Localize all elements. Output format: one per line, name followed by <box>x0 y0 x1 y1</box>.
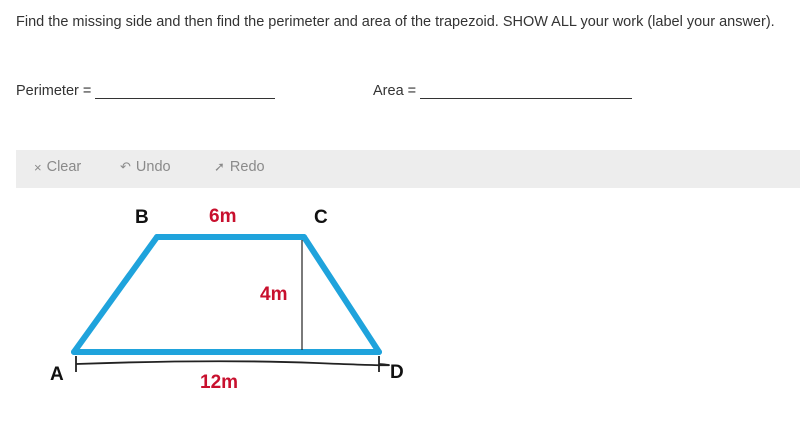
perimeter-answer <box>16 82 275 99</box>
area-answer <box>373 82 632 99</box>
undo-icon: ↶ <box>120 159 131 174</box>
area-blank <box>420 82 632 99</box>
vertex-label-b: B <box>135 207 149 228</box>
redo-icon: ➚ <box>214 159 225 174</box>
undo-label: Undo <box>135 159 171 175</box>
bottom-side-label: 12m <box>200 372 239 393</box>
question-prompt: Find the missing side and then find the perimeter and area of the trapezoid. SHOW ALL your work (label your answer). <box>16 14 775 30</box>
drawing-canvas[interactable] <box>16 188 800 443</box>
height-label: 4m <box>260 284 288 305</box>
clear-button[interactable] <box>34 159 81 175</box>
clear-label: Clear <box>46 159 82 175</box>
perimeter-blank <box>95 82 275 99</box>
redo-label: Redo <box>229 159 265 175</box>
trapezoid-figure <box>16 188 800 443</box>
vertex-label-a: A <box>50 364 64 385</box>
base-dimension-line <box>76 361 389 365</box>
perimeter-label: Perimeter = <box>16 83 92 99</box>
top-side-label: 6m <box>209 206 237 227</box>
vertex-label-c: C <box>314 207 328 228</box>
area-label: Area = <box>373 83 417 99</box>
side-ab <box>74 237 157 352</box>
vertex-label-d: D <box>390 362 404 383</box>
undo-button[interactable] <box>120 159 171 175</box>
redo-button[interactable] <box>214 159 265 175</box>
close-icon: × <box>34 159 42 175</box>
drawing-toolbar <box>16 150 800 188</box>
side-cd <box>304 237 379 352</box>
